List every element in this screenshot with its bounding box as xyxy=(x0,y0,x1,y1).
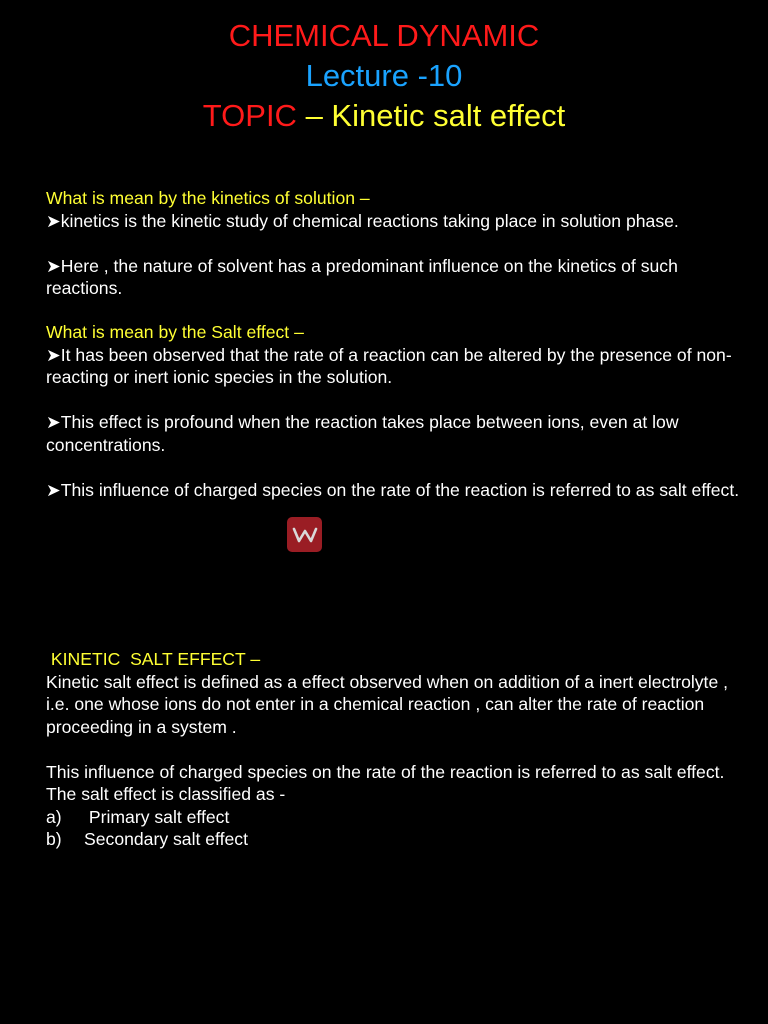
section-heading: What is mean by the kinetics of solution – xyxy=(46,188,370,208)
bullet-paragraph: ➤kinetics is the kinetic study of chemical reactions taking place in solution phase. xyxy=(46,210,679,231)
list-text: Secondary salt effect xyxy=(84,829,248,849)
list-item xyxy=(46,806,746,829)
topic-text: Kinetic salt effect xyxy=(331,98,566,133)
section-heading: KINETIC SALT EFFECT – xyxy=(46,649,261,669)
classification-paragraph: This influence of charged species on the rate of the reaction is referred to as salt effect. The salt effect is classified as - xyxy=(46,761,725,804)
topic-label: TOPIC xyxy=(202,98,297,133)
document-title: CHEMICAL DYNAMIC xyxy=(228,18,540,53)
list-item xyxy=(46,828,746,851)
definition-paragraph: Kinetic salt effect is defined as a effect observed when on addition of a inert electrolyte , i.e. one whose ions do not enter in a chemical reaction , can alter the rate of reaction proceeding in a system . xyxy=(46,671,729,737)
bullet-paragraph: ➤Here , the nature of solvent has a predominant influence on the kinetics of such reactions. xyxy=(46,255,678,298)
wps-logo-icon xyxy=(287,517,322,552)
list-marker: b) xyxy=(46,829,62,849)
section-kinetic-salt-effect xyxy=(46,648,746,851)
list-marker: a) xyxy=(46,806,62,827)
bullet-paragraph: ➤It has been observed that the rate of a reaction can be altered by the presence of non-reacting or inert ionic species in the solution. xyxy=(46,344,732,387)
topic-line xyxy=(0,96,768,136)
lecture-number: Lecture -10 xyxy=(305,58,463,93)
bullet-paragraph: ➤This influence of charged species on the rate of the reaction is referred to as salt effect. xyxy=(46,479,740,500)
topic-dash: – xyxy=(296,98,332,133)
list-text: Primary salt effect xyxy=(84,806,230,827)
title-block xyxy=(0,16,768,136)
section-kinetics-of-solution xyxy=(46,187,746,300)
section-salt-effect xyxy=(46,321,746,501)
section-heading: What is mean by the Salt effect – xyxy=(46,322,304,342)
bullet-paragraph: ➤This effect is profound when the reaction takes place between ions, even at low concentrations. xyxy=(46,412,679,455)
